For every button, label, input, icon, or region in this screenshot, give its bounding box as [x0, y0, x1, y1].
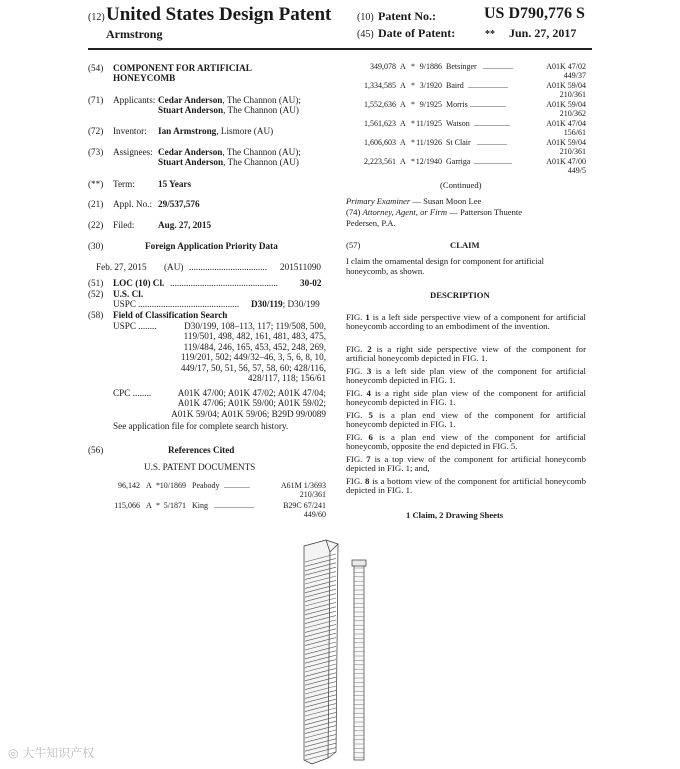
- fig-label: FIG.: [346, 432, 369, 442]
- cite-date: 10/1869: [159, 481, 186, 490]
- cite-dots: ....................: [214, 501, 254, 510]
- fig-label: FIG.: [346, 344, 368, 354]
- cite-date: 9/1886: [419, 62, 442, 71]
- cite-name: Betsinger: [446, 62, 477, 71]
- search-uspc-line: 119/484, 246, 165, 453, 452, 248, 269,: [183, 341, 326, 352]
- code-72: (72): [88, 126, 104, 136]
- assignees-label: Assignees:: [113, 147, 153, 157]
- cite-name: Garriga: [446, 157, 471, 166]
- code-54: (54): [88, 63, 104, 73]
- us-patent-documents-heading: U.S. PATENT DOCUMENTS: [144, 462, 256, 472]
- date-stars: **: [485, 29, 495, 40]
- cite-name: King: [192, 501, 208, 510]
- claims-drawings-summary: 1 Claim, 2 Drawing Sheets: [406, 510, 504, 520]
- code-71: (71): [88, 95, 104, 105]
- cite-class-2: 210/361: [559, 90, 586, 99]
- cite-kind: A: [400, 62, 406, 71]
- cite-star: *: [411, 138, 415, 147]
- fig-description: [346, 313, 586, 331]
- term-value: 15 Years: [158, 179, 192, 189]
- cite-date: 9/1925: [419, 100, 442, 109]
- cite-name: Baird: [446, 81, 464, 90]
- search-uspc-line: 119/501, 498, 482, 161, 481, 483, 475,: [183, 331, 326, 342]
- loc-dots: ...............................................: [170, 278, 278, 288]
- loc-value: 30-02: [300, 278, 322, 288]
- assignee-2-location: , The Channon (AU): [223, 157, 299, 167]
- filed-label: Filed:: [113, 220, 135, 230]
- fig-label: FIG.: [346, 476, 366, 486]
- cite-number: 1,334,585: [364, 81, 396, 90]
- loc-label: LOC (10) Cl.: [113, 278, 165, 288]
- appl-no-value: 29/537,576: [158, 199, 200, 209]
- appl-no-label: Appl. No.:: [113, 199, 153, 209]
- search-cpc-line: A01K 59/04; A01K 59/06; B29D 99/0089: [171, 408, 326, 419]
- fig-text: is a left side plan view of the component for artificial honeycomb depicted in FIG. 1.: [346, 366, 586, 386]
- us-cl-label: U.S. Cl.: [113, 289, 144, 299]
- applicant-2: [158, 105, 299, 115]
- references-cited-heading: References Cited: [168, 445, 235, 455]
- cite-name: Morris: [446, 100, 468, 109]
- fig-label: FIG.: [346, 388, 367, 398]
- title-line-2: HONEYCOMB: [113, 73, 176, 83]
- cite-class: A61M 1/3693: [280, 481, 326, 490]
- code-56: (56): [88, 445, 104, 455]
- search-uspc-line: 428/117, 118; 156/61: [247, 373, 326, 384]
- cite-class-2: 156/61: [563, 128, 586, 137]
- continued-note: (Continued): [440, 180, 482, 190]
- cite-star: *: [156, 481, 160, 490]
- description-heading: DESCRIPTION: [430, 290, 490, 300]
- cite-name: Peabody: [192, 481, 220, 490]
- assignee-2: [158, 157, 299, 167]
- claim-heading: CLAIM: [450, 240, 480, 250]
- cite-kind: A: [146, 481, 152, 490]
- cite-number: 349,078: [370, 62, 396, 71]
- filed-value: Aug. 27, 2015: [158, 220, 212, 230]
- see-application-note: See application file for complete search history.: [113, 421, 289, 431]
- cite-dots: ...................: [474, 157, 512, 166]
- fig-text: is a plan end view of the component for artificial honeycomb, opposite the end depicted in FIG. 5.: [346, 432, 586, 452]
- cite-number: 1,606,603: [364, 138, 396, 147]
- header-rule: [88, 48, 592, 50]
- fig-label: FIG.: [346, 410, 369, 420]
- cite-kind: A: [400, 157, 406, 166]
- applicant-1-location: , The Channon (AU);: [222, 95, 301, 105]
- code-21: (21): [88, 199, 104, 209]
- patent-type-title: United States Design Patent: [106, 4, 332, 25]
- honeycomb-component-drawing: [290, 538, 380, 766]
- assignee-2-name: Stuart Anderson: [158, 157, 224, 167]
- cite-dots: ..................: [474, 119, 510, 128]
- fig-description: [346, 389, 586, 407]
- code-10: (10): [357, 12, 374, 23]
- fig-number: 1: [365, 312, 370, 322]
- cite-star: *: [411, 100, 415, 109]
- search-uspc-line: 119/201, 502; 449/32–46, 3, 5, 6, 8, 10,: [180, 352, 326, 363]
- uspc-main-class: D30/119: [251, 299, 283, 309]
- fig-number: 4: [366, 388, 371, 398]
- cite-class-2: 449/37: [563, 71, 586, 80]
- cite-number: 96,142: [118, 481, 140, 490]
- assignee-1: [158, 147, 301, 157]
- cite-star: *: [411, 81, 415, 90]
- cite-class: B29C 67/241: [283, 501, 326, 510]
- cite-star: *: [411, 157, 415, 166]
- fig-text: is a right side plan view of the component for artificial honeycomb depicted in FIG. 1.: [346, 388, 586, 408]
- perspective-view: [304, 540, 338, 764]
- code-74: (74): [346, 207, 361, 217]
- side-view: [352, 560, 366, 760]
- code-22: (22): [88, 220, 104, 230]
- search-cpc-lines: [150, 388, 326, 419]
- foreign-country: (AU): [164, 262, 184, 272]
- cite-date: 5/1871: [163, 501, 186, 510]
- uspc-dots: ............................................: [138, 299, 240, 309]
- cite-class-2: 210/362: [559, 109, 586, 118]
- search-uspc-line: D30/199, 108–113, 117; 119/508, 500,: [184, 321, 326, 331]
- patent-no-label: Patent No.:: [378, 9, 436, 23]
- code-57: (57): [346, 240, 361, 250]
- examiner-name: — Susan Moon Lee: [410, 196, 482, 206]
- inventor-short-name: Armstrong: [106, 27, 163, 41]
- cite-dots: ...............: [483, 62, 513, 71]
- cite-class: A01K 47/00: [546, 157, 586, 166]
- search-uspc-lines: [166, 321, 326, 383]
- fig-description: [346, 433, 586, 451]
- cite-date: 3/1920: [419, 81, 442, 90]
- assignee-1-location: , The Channon (AU);: [222, 147, 301, 157]
- cite-class-2: 449/5: [567, 166, 586, 175]
- watermark-logo: ◎ 大牛知识产权: [8, 746, 95, 760]
- applicant-1: [158, 95, 301, 105]
- applicants-label: Applicants:: [113, 95, 156, 105]
- code-30: (30): [88, 241, 104, 251]
- watermark-text: 大牛知识产权: [22, 746, 95, 760]
- date-of-patent-label: Date of Patent:: [378, 26, 456, 40]
- foreign-dots: ..................................: [189, 262, 268, 272]
- cite-number: 115,066: [114, 501, 140, 510]
- claim-line-1: I claim the ornamental design for component for artificial: [346, 256, 545, 266]
- fig-text: is a left side perspective view of a component for artificial honeycomb according to an embodiment of the invention.: [346, 312, 586, 332]
- fig-description: [346, 367, 586, 385]
- inventor: [158, 126, 273, 136]
- cite-number: 2,223,561: [364, 157, 396, 166]
- cite-star: *: [411, 62, 415, 71]
- fig-text: is a bottom view of the component for artificial honeycomb depicted in FIG. 1.: [346, 476, 586, 496]
- cite-date: 11/1926: [416, 138, 442, 147]
- inventor-label: Inventor:: [113, 126, 147, 136]
- applicant-2-name: Stuart Anderson: [158, 105, 224, 115]
- cite-class: A01K 59/04: [546, 81, 586, 90]
- patent-number: US D790,776 S: [484, 5, 585, 22]
- search-cpc-line: A01K 47/00; A01K 47/02; A01K 47/04;: [177, 388, 326, 398]
- cite-date: 11/1925: [416, 119, 442, 128]
- code-45: (45): [357, 29, 374, 40]
- fig-description: [346, 455, 586, 473]
- foreign-priority-heading: Foreign Application Priority Data: [145, 241, 278, 251]
- cite-name: Watson: [446, 119, 470, 128]
- foreign-app-number: 201511090: [280, 262, 322, 272]
- primary-examiner: [346, 197, 481, 206]
- code-term: (**): [88, 179, 104, 189]
- examiner-label: Primary Examiner: [346, 196, 411, 206]
- attorney-line-1: [346, 208, 522, 217]
- search-uspc-line: 449/17, 50, 51, 56, 57, 58, 60; 428/116,: [180, 362, 326, 373]
- term-label: Term:: [113, 179, 135, 189]
- fig-label: FIG.: [346, 366, 367, 376]
- fig-number: 2: [367, 344, 372, 354]
- attorney-name: — Patterson Thuente: [447, 207, 523, 217]
- foreign-date: Feb. 27, 2015: [96, 262, 147, 272]
- cite-number: 1,561,623: [364, 119, 396, 128]
- fig-number: 8: [365, 476, 370, 486]
- code-58: (58): [88, 310, 104, 320]
- cite-date: 12/1940: [415, 157, 442, 166]
- fig-label: FIG.: [346, 454, 367, 464]
- cite-kind: A: [400, 81, 406, 90]
- uspc-classes: [251, 299, 320, 309]
- fig-number: 3: [366, 366, 372, 376]
- code-51: (51): [88, 278, 104, 288]
- fig-description: [346, 411, 586, 429]
- search-cpc-line: A01K 47/06; A01K 59/00; A01K 59/02;: [177, 398, 326, 409]
- cite-dots: ....................: [468, 81, 508, 90]
- claim-line-2: honeycomb, as shown.: [346, 266, 425, 276]
- assignee-1-name: Cedar Anderson: [158, 147, 223, 157]
- cite-class: A01K 47/04: [546, 119, 586, 128]
- cite-star: *: [411, 119, 415, 128]
- applicant-1-name: Cedar Anderson: [158, 95, 223, 105]
- cite-star: *: [156, 501, 160, 510]
- attorney-label: Attorney, Agent, or Firm: [362, 207, 448, 217]
- fig-text: is a right side perspective view of the component for artificial honeycomb depicted in FIG. 1.: [346, 344, 586, 364]
- kind-code-12: (12): [88, 12, 105, 23]
- cite-class-2: 210/361: [559, 147, 586, 156]
- cite-class-2: 449/60: [303, 510, 326, 519]
- applicant-2-location: , The Channon (AU): [223, 105, 299, 115]
- cite-dots: .............: [224, 481, 250, 490]
- cite-class-2: 210/361: [299, 490, 326, 499]
- fig-label: FIG.: [346, 312, 366, 322]
- uspc-extra-class: ; D30/199: [282, 299, 320, 309]
- fig-number: 5: [368, 410, 373, 420]
- fig-description: [346, 477, 586, 495]
- cite-name: St Clair: [446, 138, 471, 147]
- cite-kind: A: [400, 100, 406, 109]
- search-uspc-label: USPC ........: [113, 321, 157, 331]
- inventor-location: , Lismore (AU): [216, 126, 274, 136]
- cite-number: 1,552,636: [364, 100, 396, 109]
- cite-class: A01K 59/04: [546, 100, 586, 109]
- date-of-patent: Jun. 27, 2017: [509, 26, 577, 40]
- cite-dots: ...............: [477, 138, 507, 147]
- attorney-line-2: Pedersen, P.A.: [346, 218, 396, 228]
- field-search-label: Field of Classification Search: [113, 310, 228, 320]
- fig-text: is a plan end view of the component for artificial honeycomb depicted in FIG. 1.: [346, 410, 586, 430]
- fig-number: 6: [368, 432, 373, 442]
- cite-dots: ..................: [470, 100, 506, 109]
- title-line-1: COMPONENT FOR ARTIFICIAL: [113, 63, 252, 73]
- inventor-name: Ian Armstrong: [158, 126, 217, 136]
- fig-text: is a top view of the component for artificial honeycomb depicted in FIG. 1; and,: [346, 454, 586, 474]
- cite-kind: A: [400, 138, 406, 147]
- search-cpc-label: CPC ........: [113, 388, 152, 398]
- cite-class: A01K 47/02: [546, 62, 586, 71]
- fig-description: [346, 345, 586, 363]
- cite-kind: A: [400, 119, 406, 128]
- fig-number: 7: [366, 454, 371, 464]
- code-52: (52): [88, 289, 104, 299]
- uspc-label: USPC: [113, 299, 136, 309]
- cite-kind: A: [146, 501, 152, 510]
- code-73: (73): [88, 147, 104, 157]
- cite-class: A01K 59/04: [546, 138, 586, 147]
